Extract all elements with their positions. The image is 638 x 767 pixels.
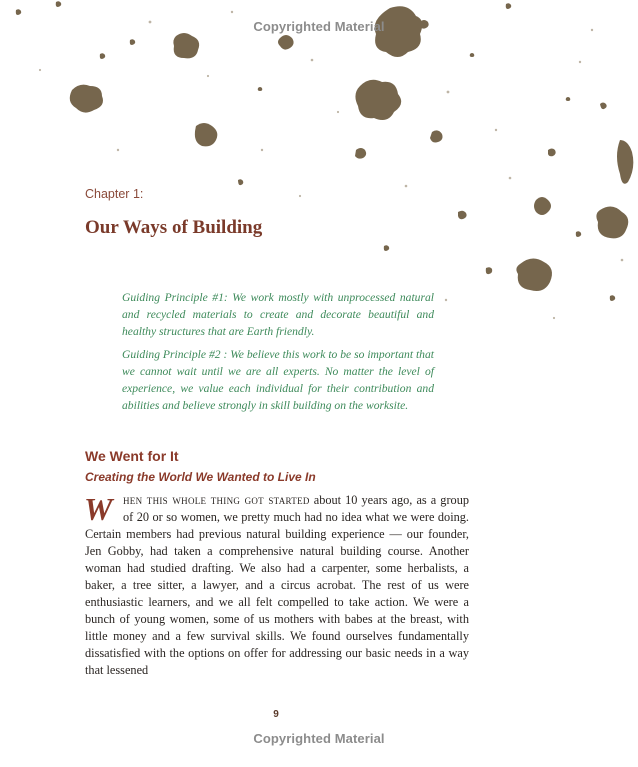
chapter-title: Our Ways of Building <box>85 217 263 238</box>
guiding-principle-2: Guiding Principle #2 : We believe this work to be so important that we cannot wait until we are all experts. No matter the level of experience, we value each individual for their contribution and abilities and believe strongly in skill building on the worksite. <box>122 348 434 412</box>
copyright-watermark-top: Copyrighted Material <box>253 19 385 34</box>
body-text-content: about 10 years ago, as a group of 20 or so women, we pretty much had no idea what we were doing. Certain members had previous natural building experience — our founder, Jen Gobby, had taken a comprehensive natural building course. Another woman had studied drafting. We also had a carpenter, some herbalists, a baker, a tree sitter, a lawyer, and a circus acrobat. The rest of us were enthusiastic learners, and we all felt compelled to take action. We were a bunch of young women, some of us mothers with babes at the breast, with little money and a few survival skills. We found ourselves fundamentally dissatisfied with the options on offer for addressing our basic needs in a way that lessened <box>85 493 469 677</box>
chapter-label: Chapter 1: <box>85 187 144 201</box>
drop-cap-letter: W <box>84 494 113 524</box>
copyright-watermark-bottom: Copyrighted Material <box>253 731 385 746</box>
section-heading: We Went for It <box>85 448 179 464</box>
guiding-principles <box>122 289 434 420</box>
body-paragraph <box>85 492 469 679</box>
body-smallcaps-lead: hen this whole thing got started <box>123 493 310 507</box>
section-subheading: Creating the World We Wanted to Live In <box>85 470 316 484</box>
guiding-principle-1: Guiding Principle #1: We work mostly with unprocessed natural and recycled materials to create and decorate beautiful and healthy structures that are Earth friendly. <box>122 291 434 338</box>
page-number: 9 <box>273 709 279 720</box>
soil-splatter-decoration <box>0 0 638 330</box>
drop-cap-w <box>83 494 119 524</box>
